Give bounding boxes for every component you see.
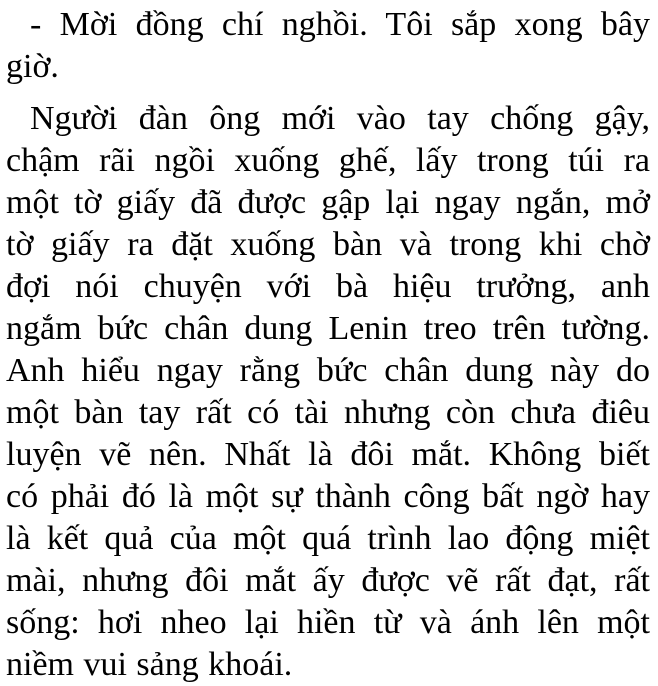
text-line: chậm rãi ngồi xuống ghế, lấy trong túi ra bbox=[6, 142, 650, 179]
text-line: Người đàn ông mới vào tay chống gậy, bbox=[30, 100, 650, 137]
text-line: mài, nhưng đôi mắt ấy được vẽ rất đạt, rất bbox=[6, 562, 650, 599]
text-line: ngắm bức chân dung Lenin treo trên tường. bbox=[6, 310, 650, 347]
text-line: một bàn tay rất có tài nhưng còn chưa điêu bbox=[6, 394, 650, 431]
text-line: sống: hơi nheo lại hiền từ và ánh lên một bbox=[6, 604, 650, 641]
text-line: có phải đó là một sự thành công bất ngờ hay bbox=[6, 478, 650, 515]
text-line: giờ. bbox=[6, 48, 59, 85]
text-line: một tờ giấy đã được gập lại ngay ngắn, mở bbox=[6, 184, 650, 221]
text-line: đợi nói chuyện với bà hiệu trưởng, anh bbox=[6, 268, 650, 305]
text-line: - Mời đồng chí nghồi. Tôi sắp xong bây bbox=[30, 6, 650, 43]
text-line: tờ giấy ra đặt xuống bàn và trong khi chờ bbox=[6, 226, 650, 263]
paragraph bbox=[6, 98, 650, 686]
text-line: Anh hiểu ngay rằng bức chân dung này do bbox=[6, 352, 650, 389]
text-line: luyện vẽ nên. Nhất là đôi mắt. Không biết bbox=[6, 436, 650, 473]
text-line: là kết quả của một quá trình lao động miệt bbox=[6, 520, 650, 557]
paragraph bbox=[6, 4, 650, 88]
text-line: niềm vui sảng khoái. bbox=[6, 646, 293, 683]
